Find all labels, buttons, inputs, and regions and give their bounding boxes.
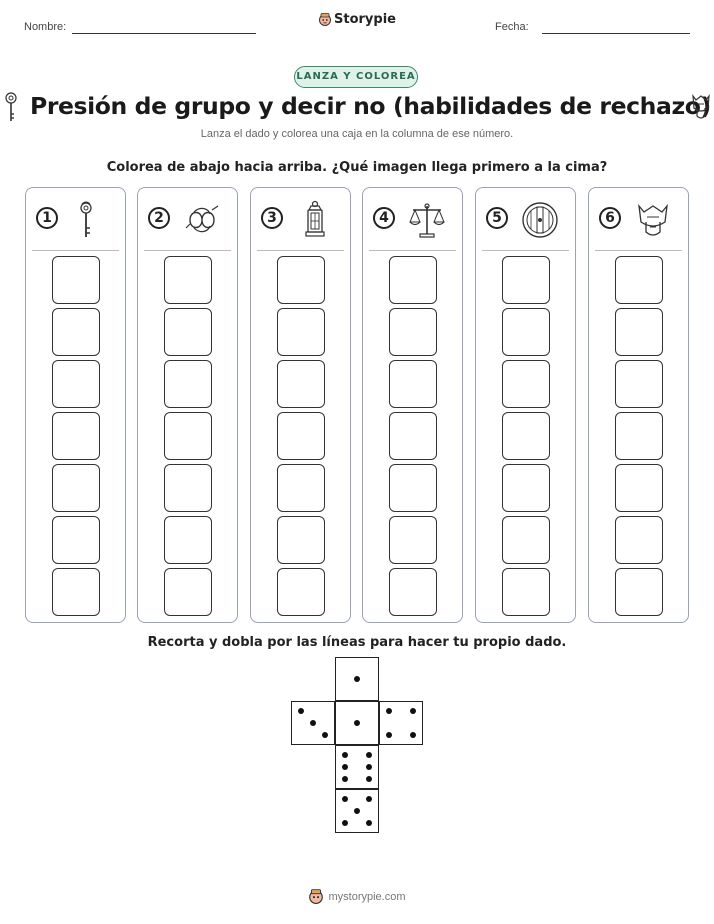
column-2: [137, 187, 238, 623]
color-box[interactable]: [52, 256, 100, 304]
column-number: 6: [599, 207, 621, 229]
die-face: [379, 701, 423, 745]
brand-name: Storypie: [334, 12, 396, 27]
color-box[interactable]: [615, 516, 663, 564]
knot-icon: [182, 200, 222, 240]
name-label: Nombre:: [24, 21, 67, 33]
color-box[interactable]: [164, 464, 212, 512]
die-face: [335, 701, 379, 745]
column-number: 4: [373, 207, 395, 229]
color-box[interactable]: [277, 256, 325, 304]
date-label: Fecha:: [495, 21, 529, 33]
die-face: [291, 701, 335, 745]
color-box[interactable]: [277, 516, 325, 564]
column-number: 2: [148, 207, 170, 229]
die-pip: [410, 708, 416, 714]
color-box[interactable]: [389, 516, 437, 564]
die-pip: [366, 796, 372, 802]
die-pip: [342, 764, 348, 770]
lantern-icon: [295, 200, 335, 240]
subtitle: Lanza el dado y colorea una caja en la columna de ese número.: [200, 128, 514, 140]
brand-logo: [0, 12, 714, 27]
scale-icon: [407, 200, 447, 240]
color-box[interactable]: [164, 516, 212, 564]
page-title: Presión de grupo y decir no (habilidades de rechazo): [30, 92, 711, 120]
column-header: [589, 188, 688, 250]
column-header: [476, 188, 575, 250]
activity-badge: LANZA Y COLOREA: [294, 66, 418, 88]
color-box[interactable]: [52, 464, 100, 512]
die-pip: [354, 808, 360, 814]
color-box[interactable]: [52, 568, 100, 616]
color-box[interactable]: [52, 412, 100, 460]
date-line[interactable]: [542, 33, 690, 34]
color-box[interactable]: [164, 308, 212, 356]
column-header: [363, 188, 462, 250]
die-pip: [366, 820, 372, 826]
column-divider: [257, 250, 344, 251]
color-box[interactable]: [615, 412, 663, 460]
die-pip: [298, 708, 304, 714]
instruction: Colorea de abajo hacia arriba. ¿Qué imagen llega primero a la cima?: [106, 160, 608, 175]
die-instruction: Recorta y dobla por las líneas para hacer tu propio dado.: [147, 635, 567, 650]
color-box[interactable]: [164, 568, 212, 616]
footer: [0, 888, 714, 904]
die-pip: [342, 752, 348, 758]
color-box[interactable]: [389, 256, 437, 304]
die-face: [335, 657, 379, 701]
color-box[interactable]: [502, 464, 550, 512]
color-box[interactable]: [389, 464, 437, 512]
column-5: [475, 187, 576, 623]
die-pip: [410, 732, 416, 738]
die-pip: [342, 776, 348, 782]
key-icon: [70, 200, 110, 240]
color-box[interactable]: [502, 360, 550, 408]
column-number: 1: [36, 207, 58, 229]
shield-icon: [520, 200, 560, 240]
column-4: [362, 187, 463, 623]
color-box[interactable]: [52, 308, 100, 356]
column-6: [588, 187, 689, 623]
name-line[interactable]: [72, 33, 256, 34]
die-pip: [366, 776, 372, 782]
pie-mascot-icon: [318, 12, 332, 26]
color-box[interactable]: [389, 568, 437, 616]
color-box[interactable]: [502, 256, 550, 304]
color-box[interactable]: [615, 360, 663, 408]
die-pip: [322, 732, 328, 738]
color-box[interactable]: [502, 568, 550, 616]
column-divider: [144, 250, 231, 251]
column-3: [250, 187, 351, 623]
color-box[interactable]: [52, 516, 100, 564]
column-header: [251, 188, 350, 250]
helmet-icon: [689, 92, 713, 124]
helmet-icon: [633, 200, 673, 240]
column-divider: [369, 250, 456, 251]
color-box[interactable]: [277, 412, 325, 460]
color-box[interactable]: [502, 516, 550, 564]
color-box[interactable]: [502, 308, 550, 356]
color-box[interactable]: [389, 360, 437, 408]
color-box[interactable]: [277, 308, 325, 356]
color-box[interactable]: [164, 256, 212, 304]
column-divider: [32, 250, 119, 251]
color-box[interactable]: [277, 568, 325, 616]
color-box[interactable]: [277, 464, 325, 512]
column-header: [138, 188, 237, 250]
color-box[interactable]: [502, 412, 550, 460]
footer-url[interactable]: mystorypie.com: [328, 891, 406, 903]
die-pip: [366, 764, 372, 770]
color-box[interactable]: [615, 464, 663, 512]
die-pip: [342, 820, 348, 826]
key-icon: [3, 92, 19, 124]
color-box[interactable]: [52, 360, 100, 408]
die-face: [335, 789, 379, 833]
die-pip: [386, 708, 392, 714]
column-header: [26, 188, 125, 250]
die-pip: [366, 752, 372, 758]
column-1: [25, 187, 126, 623]
color-box[interactable]: [389, 412, 437, 460]
die-pip: [354, 676, 360, 682]
color-box[interactable]: [164, 412, 212, 460]
color-box[interactable]: [164, 360, 212, 408]
die-pip: [354, 720, 360, 726]
pie-mascot-icon: [308, 888, 324, 904]
column-divider: [595, 250, 682, 251]
color-box[interactable]: [389, 308, 437, 356]
column-divider: [482, 250, 569, 251]
die-pip: [310, 720, 316, 726]
color-box[interactable]: [615, 308, 663, 356]
die-face: [335, 745, 379, 789]
color-box[interactable]: [615, 568, 663, 616]
die-pip: [386, 732, 392, 738]
color-box[interactable]: [615, 256, 663, 304]
die-pip: [342, 796, 348, 802]
color-box[interactable]: [277, 360, 325, 408]
column-number: 3: [261, 207, 283, 229]
column-number: 5: [486, 207, 508, 229]
